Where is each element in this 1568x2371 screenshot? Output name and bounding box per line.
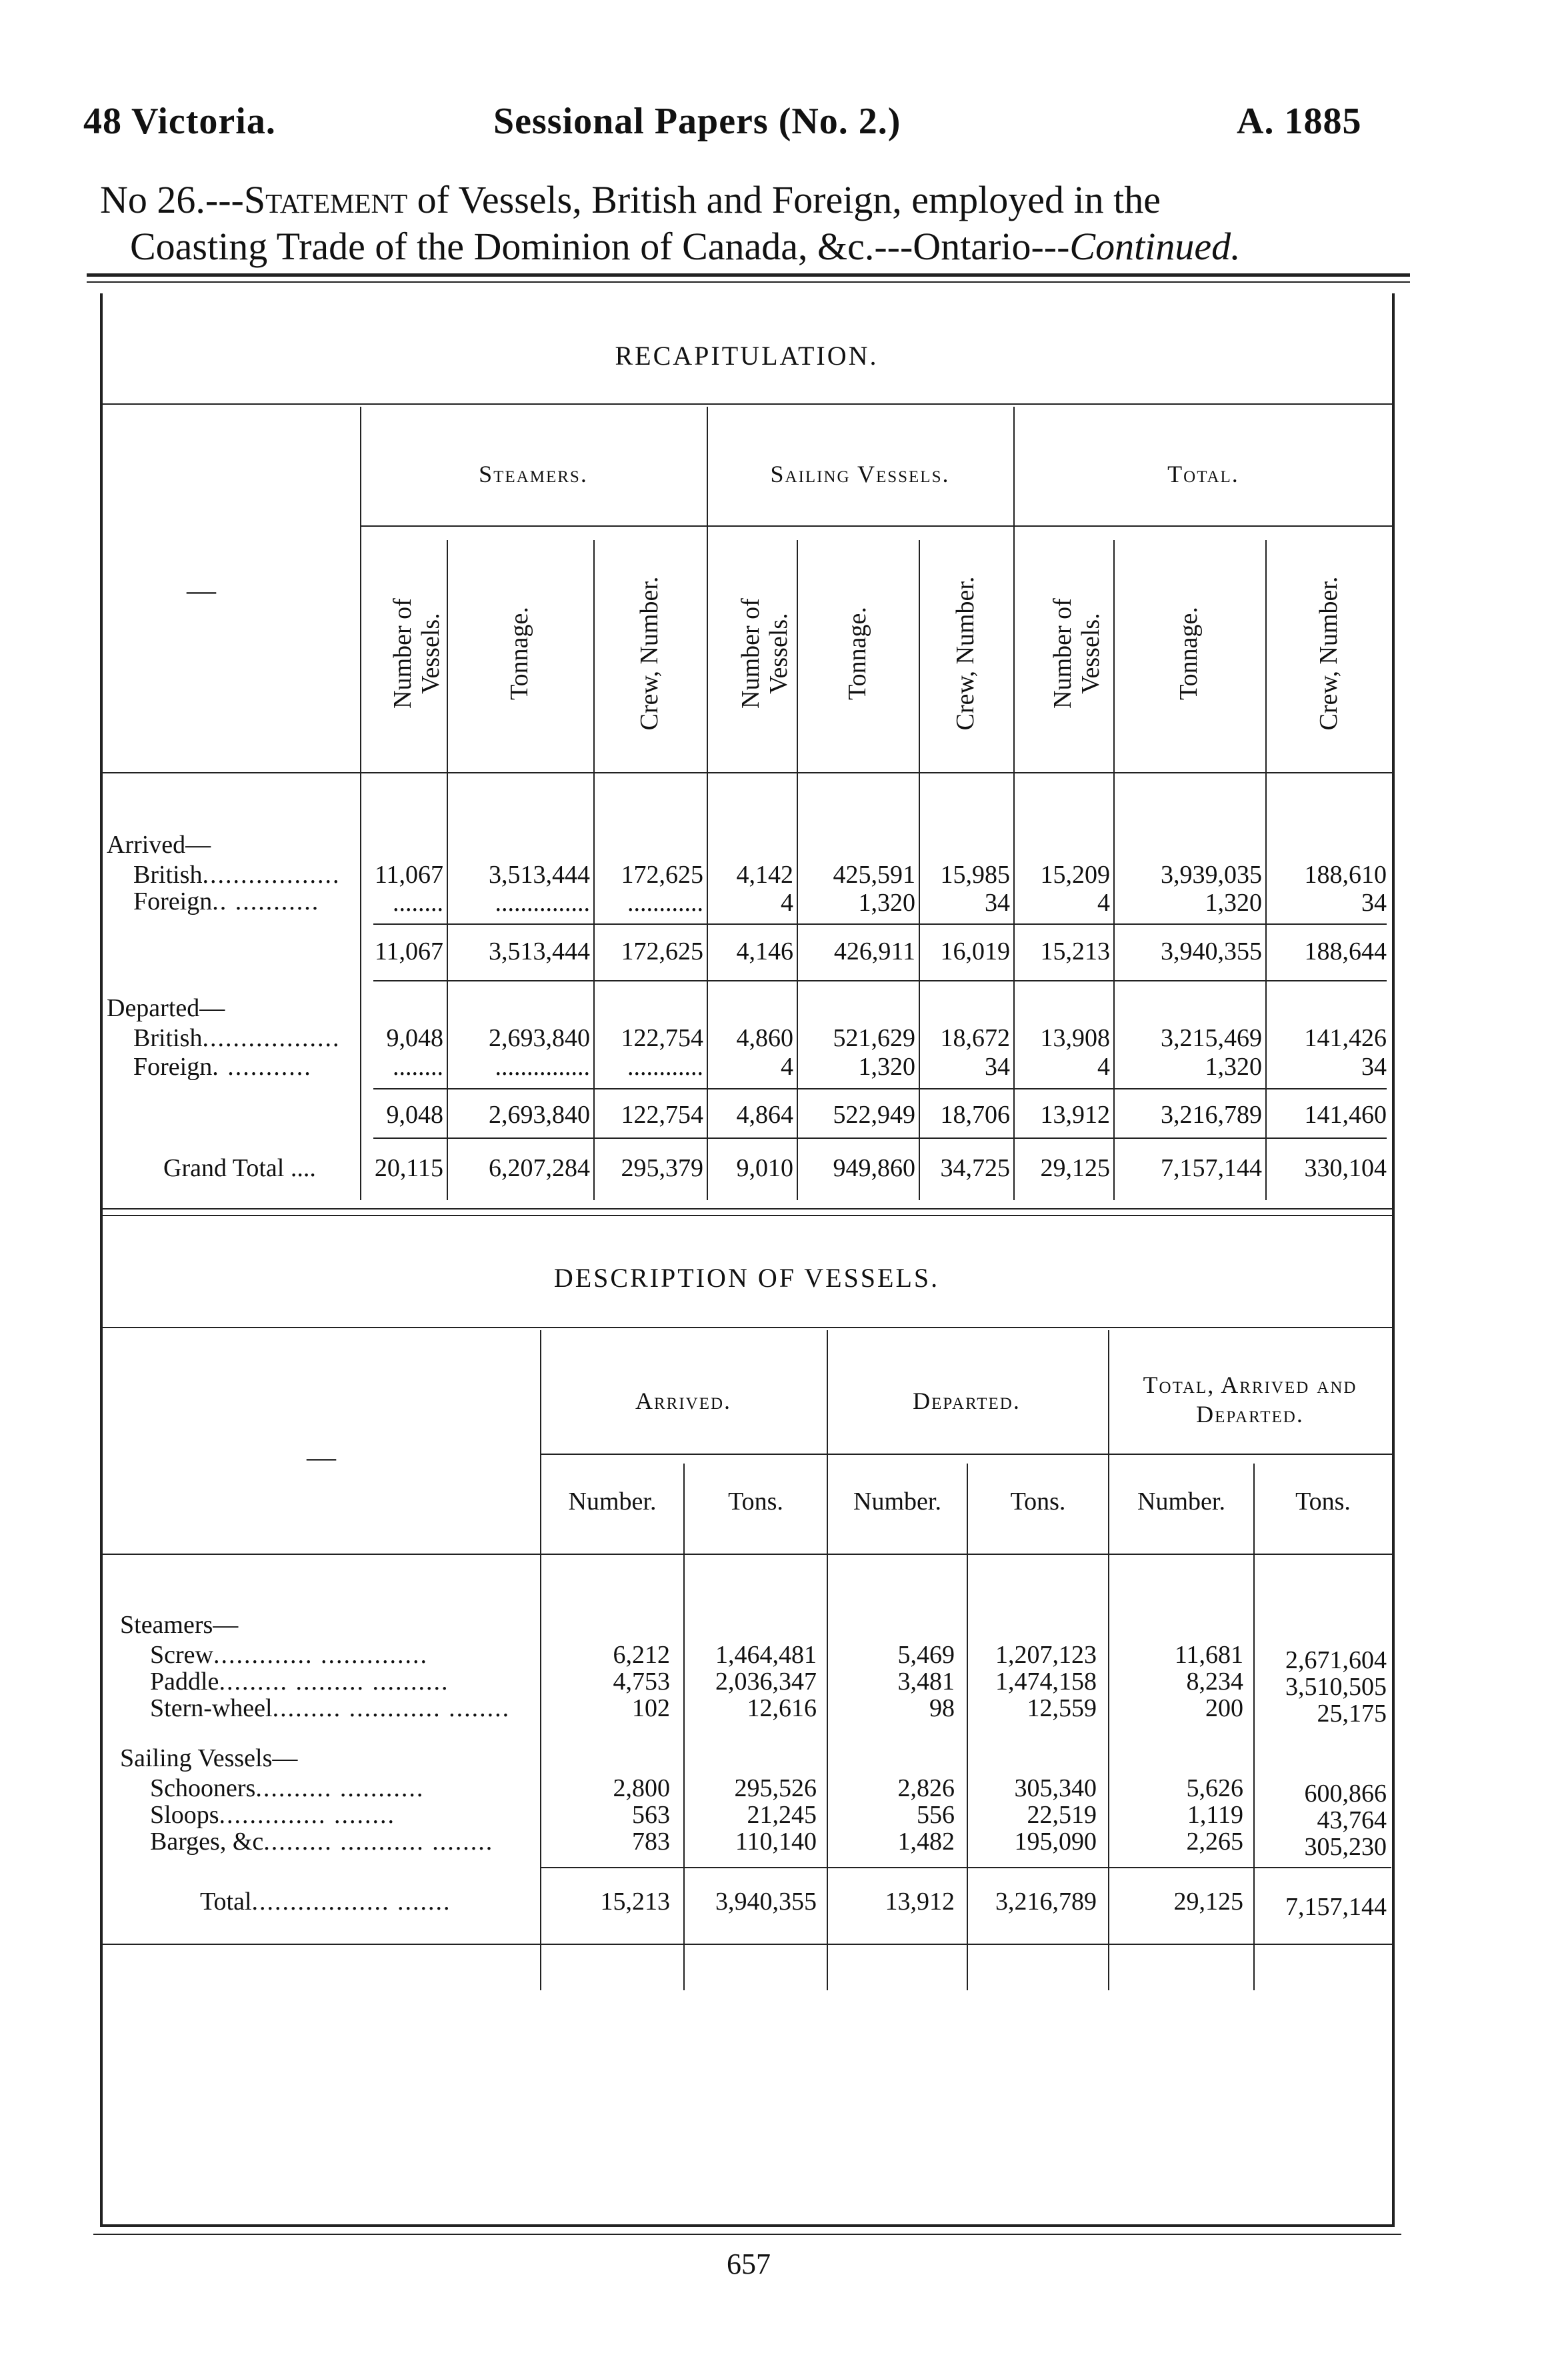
recap-cell: 522,949 xyxy=(833,1101,915,1129)
recap-cell: 172,625 xyxy=(621,861,703,889)
desc-cell: 110,140 xyxy=(735,1828,817,1856)
recap-cell: 34 xyxy=(985,889,1010,917)
recap-group-rule xyxy=(360,525,1393,527)
frame-right xyxy=(1392,293,1395,2227)
desc-sailing-label: Sailing Vessels— xyxy=(120,1744,298,1772)
desc-cell: 21,245 xyxy=(747,1801,817,1829)
recap-cell: 11,067 xyxy=(374,937,443,965)
frame-bottom-thin xyxy=(93,2234,1401,2235)
recap-bottom-rule xyxy=(100,1215,1393,1216)
desc-cell: 3,216,789 xyxy=(995,1888,1097,1916)
recap-cell: 1,320 xyxy=(1205,1053,1262,1081)
desc-cell: 13,912 xyxy=(885,1888,955,1916)
recap-cell: 425,591 xyxy=(833,861,915,889)
recap-cell: 9,010 xyxy=(736,1154,793,1182)
recap-cell: 34 xyxy=(1361,1053,1387,1081)
recap-cell: 6,207,284 xyxy=(489,1154,590,1182)
recap-cell: ........ xyxy=(393,1053,443,1081)
desc-row-label-paddle: Paddle......... ......... .......... xyxy=(150,1668,449,1696)
desc-cell: 2,826 xyxy=(897,1774,955,1802)
desc-heading: DESCRIPTION OF VESSELS. xyxy=(553,1263,940,1293)
desc-group-departed: Departed. xyxy=(913,1388,1021,1414)
recap-cell: 2,693,840 xyxy=(489,1101,590,1129)
recap-sum-rule xyxy=(373,1137,1387,1139)
recap-subhead-steamers-crew: Crew, Number. xyxy=(635,576,663,731)
recap-cell: 3,513,444 xyxy=(489,861,590,889)
desc-cell: 12,559 xyxy=(1027,1694,1097,1722)
desc-cell: 1,119 xyxy=(1187,1801,1243,1829)
desc-cell: 43,764 xyxy=(1317,1806,1387,1834)
desc-cell: 98 xyxy=(929,1694,955,1722)
desc-vline xyxy=(540,1330,541,1990)
recap-cell: 1,320 xyxy=(1205,889,1262,917)
recap-cell: 3,216,789 xyxy=(1161,1101,1262,1129)
recap-cell: 7,157,144 xyxy=(1161,1154,1262,1182)
recap-vline xyxy=(447,540,448,1200)
page-title: No 26.---Statement of Vessels, British and Foreign, employed in the Coasting Trade of the Dominion of Canada, &c.---Ontario---Continued. xyxy=(100,178,1241,268)
desc-subhead-arrived-number: Number. xyxy=(568,1488,657,1516)
desc-cell: 1,482 xyxy=(897,1828,955,1856)
desc-subhead-total-number: Number. xyxy=(1137,1488,1225,1516)
recap-heading-rule xyxy=(100,403,1393,405)
frame-top-thin xyxy=(87,281,1410,283)
recap-cell: 4,864 xyxy=(736,1101,793,1129)
desc-total-label: Total.................. ....... xyxy=(200,1888,451,1916)
recap-cell: 34 xyxy=(985,1053,1010,1081)
recap-vline xyxy=(360,407,361,1200)
recap-cell: ........ xyxy=(393,889,443,917)
desc-subhead-departed-number: Number. xyxy=(853,1488,941,1516)
recap-cell: 18,706 xyxy=(940,1101,1010,1129)
recap-vline xyxy=(593,540,595,1200)
recap-grand-total-label: Grand Total .... xyxy=(163,1154,316,1182)
desc-subhead-arrived-tons: Tons. xyxy=(728,1488,783,1516)
desc-cell: 305,340 xyxy=(1014,1774,1097,1802)
recap-cell: 172,625 xyxy=(621,937,703,965)
recap-subhead-rule xyxy=(100,772,1393,773)
recap-sum-rule xyxy=(373,923,1387,925)
desc-group-total: Total, Arrived and Departed. xyxy=(1143,1372,1357,1428)
recap-vline xyxy=(1265,540,1267,1200)
recap-cell: 141,426 xyxy=(1304,1024,1387,1052)
recap-vline xyxy=(919,540,920,1200)
desc-cell: 5,626 xyxy=(1186,1774,1243,1802)
recap-cell: 20,115 xyxy=(374,1154,443,1182)
desc-cell: 3,510,505 xyxy=(1285,1673,1387,1701)
recap-vline xyxy=(1113,540,1115,1200)
recap-subhead-total-crew: Crew, Number. xyxy=(1315,576,1343,731)
recap-cell: 122,754 xyxy=(621,1101,703,1129)
desc-cell: 4,753 xyxy=(613,1668,670,1696)
desc-cell: 3,481 xyxy=(897,1668,955,1696)
desc-cell: 600,866 xyxy=(1304,1780,1387,1808)
recap-cell: ............ xyxy=(627,889,703,917)
header-right: A. 1885 xyxy=(1237,101,1362,142)
desc-vline xyxy=(683,1464,685,1990)
recap-cell: 521,629 xyxy=(833,1024,915,1052)
recap-subhead-sailing-crew: Crew, Number. xyxy=(951,576,979,731)
desc-cell: 200 xyxy=(1205,1694,1243,1722)
desc-vline xyxy=(1108,1330,1109,1990)
recap-bottom-rule xyxy=(100,1208,1393,1210)
recap-arr-foreign-label: Foreign.. ........... xyxy=(133,887,320,915)
desc-cell: 29,125 xyxy=(1173,1888,1243,1916)
recap-subhead-sailing-tonnage: Tonnage. xyxy=(843,607,871,700)
recap-cell: 188,610 xyxy=(1304,861,1387,889)
recap-cell: ............... xyxy=(495,1053,590,1081)
recap-cell: 426,911 xyxy=(833,937,915,965)
recap-stub-dash: — xyxy=(187,574,216,607)
header-center: Sessional Papers (No. 2.) xyxy=(493,101,901,142)
recap-cell: 1,320 xyxy=(858,1053,915,1081)
recap-cell: 4 xyxy=(781,1053,793,1081)
desc-row-label-screw: Screw............. .............. xyxy=(150,1641,428,1669)
recap-cell: 3,215,469 xyxy=(1161,1024,1262,1052)
recap-cell: 3,513,444 xyxy=(489,937,590,965)
desc-cell: 783 xyxy=(632,1828,670,1856)
header-left: 48 Victoria. xyxy=(83,101,276,142)
desc-steamers-label: Steamers— xyxy=(120,1611,239,1639)
desc-cell: 556 xyxy=(917,1801,955,1829)
recap-cell: 34,725 xyxy=(940,1154,1010,1182)
recap-arrived-label: Arrived— xyxy=(107,831,211,859)
recap-group-steamers: Steamers. xyxy=(479,461,588,487)
recap-cell: 122,754 xyxy=(621,1024,703,1052)
desc-stub-dash: — xyxy=(307,1441,336,1474)
recap-group-sailing: Sailing Vessels. xyxy=(770,461,950,487)
recap-dep-british-label: British.................. xyxy=(133,1024,341,1052)
recap-dep-foreign-label: Foreign. ........... xyxy=(133,1053,312,1081)
desc-vline xyxy=(1253,1464,1255,1990)
desc-cell: 7,157,144 xyxy=(1285,1893,1387,1921)
recap-cell: 34 xyxy=(1361,889,1387,917)
recap-cell: 949,860 xyxy=(833,1154,915,1182)
recap-subhead-sailing-number: Number of Vessels. xyxy=(737,598,793,709)
desc-row-label-schooners: Schooners.......... ........... xyxy=(150,1774,425,1802)
desc-subhead-total-tons: Tons. xyxy=(1295,1488,1351,1516)
frame-top-thick xyxy=(87,273,1410,277)
desc-vline xyxy=(967,1464,968,1990)
recap-cell: 11,067 xyxy=(374,861,443,889)
recap-cell: 4 xyxy=(1097,889,1110,917)
recap-arr-british-label: British.................. xyxy=(133,861,341,889)
desc-cell: 5,469 xyxy=(897,1641,955,1669)
recap-departed-label: Departed— xyxy=(107,994,225,1022)
desc-heading-rule xyxy=(100,1327,1393,1328)
desc-cell: 2,800 xyxy=(613,1774,670,1802)
recap-cell: 9,048 xyxy=(386,1024,443,1052)
desc-row-label-stern-wheel: Stern-wheel......... ............ ........ xyxy=(150,1694,511,1722)
desc-cell: 563 xyxy=(632,1801,670,1829)
recap-cell: 15,213 xyxy=(1040,937,1110,965)
recap-cell: 4,146 xyxy=(736,937,793,965)
desc-row-label-sloops: Sloops.............. ........ xyxy=(150,1801,395,1829)
desc-cell: 1,207,123 xyxy=(995,1641,1097,1669)
desc-cell: 3,940,355 xyxy=(715,1888,817,1916)
desc-bottom-rule xyxy=(100,1944,1393,1945)
recap-cell: ............ xyxy=(627,1053,703,1081)
desc-row-label-barges: Barges, &c......... ........... ........ xyxy=(150,1828,494,1856)
recap-cell: 330,104 xyxy=(1304,1154,1387,1182)
recap-vline xyxy=(797,540,798,1200)
desc-cell: 305,230 xyxy=(1304,1833,1387,1861)
recap-cell: 295,379 xyxy=(621,1154,703,1182)
recap-cell: 4,142 xyxy=(736,861,793,889)
desc-cell: 195,090 xyxy=(1014,1828,1097,1856)
desc-sum-rule xyxy=(541,1867,1391,1868)
recap-vline xyxy=(1013,407,1015,1200)
recap-group-total: Total. xyxy=(1167,461,1239,487)
recap-cell: 4 xyxy=(1097,1053,1110,1081)
frame-bottom xyxy=(100,2224,1395,2227)
desc-cell: 2,671,604 xyxy=(1285,1646,1387,1674)
desc-cell: 2,036,347 xyxy=(715,1668,817,1696)
recap-cell: 3,939,035 xyxy=(1161,861,1262,889)
desc-group-arrived: Arrived. xyxy=(635,1388,732,1414)
recap-cell: 15,209 xyxy=(1040,861,1110,889)
desc-cell: 102 xyxy=(632,1694,670,1722)
recap-sum-rule xyxy=(373,1088,1387,1089)
desc-cell: 25,175 xyxy=(1317,1700,1387,1728)
recap-cell: 4 xyxy=(781,889,793,917)
recap-cell: 2,693,840 xyxy=(489,1024,590,1052)
page-number: 657 xyxy=(727,2248,771,2280)
recap-cell: 141,460 xyxy=(1304,1101,1387,1129)
frame-left xyxy=(100,293,103,2227)
recap-subhead-steamers-tonnage: Tonnage. xyxy=(505,607,533,700)
desc-cell: 1,464,481 xyxy=(715,1641,817,1669)
recap-cell: 15,985 xyxy=(940,861,1010,889)
recap-cell: 13,912 xyxy=(1040,1101,1110,1129)
recap-subhead-total-tonnage: Tonnage. xyxy=(1175,607,1203,700)
desc-cell: 6,212 xyxy=(613,1641,670,1669)
desc-vline xyxy=(827,1330,828,1990)
desc-cell: 15,213 xyxy=(600,1888,670,1916)
recap-cell: 9,048 xyxy=(386,1101,443,1129)
recap-cell: 18,672 xyxy=(940,1024,1010,1052)
recap-cell: 4,860 xyxy=(736,1024,793,1052)
desc-cell: 22,519 xyxy=(1027,1801,1097,1829)
desc-cell: 295,526 xyxy=(734,1774,817,1802)
recap-subhead-total-number: Number of Vessels. xyxy=(1049,598,1105,709)
recap-cell: ............... xyxy=(495,889,590,917)
desc-cell: 1,474,158 xyxy=(995,1668,1097,1696)
desc-cell: 12,616 xyxy=(747,1694,817,1722)
recap-vline xyxy=(707,407,708,1200)
recap-cell: 29,125 xyxy=(1040,1154,1110,1182)
desc-cell: 2,265 xyxy=(1186,1828,1243,1856)
recap-cell: 16,019 xyxy=(940,937,1010,965)
recap-heading: RECAPITULATION. xyxy=(615,341,879,371)
recap-subhead-steamers-number: Number of Vessels. xyxy=(389,598,445,709)
recap-cell: 188,644 xyxy=(1304,937,1387,965)
desc-cell: 11,681 xyxy=(1174,1641,1243,1669)
desc-cell: 8,234 xyxy=(1186,1668,1243,1696)
recap-cell: 3,940,355 xyxy=(1161,937,1262,965)
recap-cell: 1,320 xyxy=(858,889,915,917)
desc-group-rule xyxy=(540,1454,1393,1455)
recap-sum-rule xyxy=(373,980,1387,981)
desc-subhead-departed-tons: Tons. xyxy=(1010,1488,1066,1516)
recap-cell: 13,908 xyxy=(1040,1024,1110,1052)
desc-subhead-rule xyxy=(100,1554,1393,1555)
